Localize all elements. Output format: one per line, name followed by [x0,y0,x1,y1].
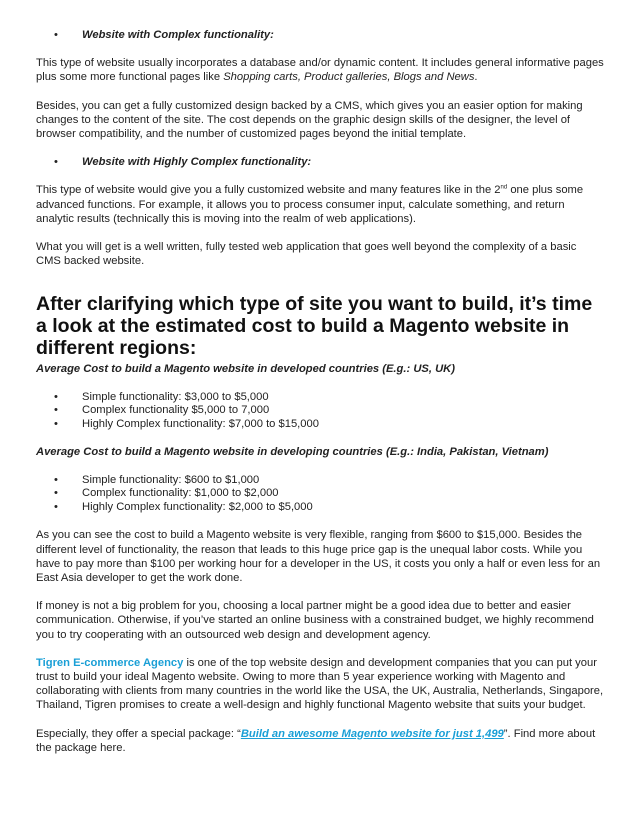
developing-cost-list [36,474,604,515]
developed-cost-list [36,391,604,432]
ordinal-suffix: nd [500,184,508,191]
complex-examples: Shopping carts, Product galleries, Blogs and News [223,71,475,84]
bullet-icon: • [54,417,58,430]
bullet-icon: • [54,390,58,403]
list-item: • Simple functionality: $3,000 to $5,000 [54,390,269,403]
complex-heading-text: Website with Complex functionality: [82,29,274,41]
complex-paragraph-2: Besides, you can get a fully customized design backed by a CMS, which gives you an easier option for making changes to the content of the site. The cost depends on the graphic design skills of the designer, the level of browser compatibility, and the number of customized pages beyond the initial template. [36,99,583,141]
closing-paragraph-2: If money is not a big problem for you, choosing a local partner might be a good idea due to better and easier communication. Otherwise, if you’ve started an online business with a constrained budget, we highly recommend you to try cooperating with an outsourced web design and development agency. [36,600,594,641]
closing-paragraph-1: As you can see the cost to build a Magento website is very flexible, ranging from $600 to $15,000. Besides the different level of functionality, the reason that leads to this huge price gap is the unequal labor costs. While you have to pay more than $100 per working hour for a developer in the US, it costs you only a half or even less for an East Asia developer to get the work done. [36,529,601,585]
developing-countries-title: Average Cost to build a Magento website in developing countries (E.g.: India, Pakistan, Vietnam) [36,446,549,459]
highly-paragraph-2: What you will get is a well written, fully tested web application that goes well beyond the complexity of a basic CMS backed website. [36,241,577,268]
bullet-icon: • [54,500,58,513]
bullet-icon: • [54,487,58,500]
bullet-icon: • [54,29,58,41]
complex-paragraph-1: This type of website usually incorporates a database and/or dynamic content. It includes general informative pages plus some more functional pages like Shopping carts, Product galleries, Blogs and News. [36,57,604,84]
document-page [36,28,604,769]
complex-heading [36,28,604,42]
bullet-icon: • [54,404,58,417]
developed-countries-title: Average Cost to build a Magento website in developed countries (E.g.: US, UK) [36,363,455,376]
list-item: • Complex functionality: $1,000 to $2,000 [54,487,279,500]
list-item: • Highly Complex functionality: $2,000 to $5,000 [54,500,313,513]
bullet-icon: • [54,473,58,486]
list-item: • Complex functionality $5,000 to 7,000 [54,404,270,417]
package-link[interactable]: Build an awesome Magento website for just 1,499 [240,727,504,740]
closing-paragraph-4: Especially, they offer a special package: “Build an awesome Magento website for just 1,499”. Find more about the package here. [36,727,596,754]
highly-complex-heading-text: Website with Highly Complex functionality: [82,156,312,169]
list-item: • Simple functionality: $600 to $1,000 [54,473,260,486]
highly-paragraph-1: This type of website would give you a fully customized website and many features like in the 2nd one plus some advanced functions. For example, it allows you to process consumer input, calculate something, and return analytic results (technically this is moving into the realm of web applications). [36,184,584,225]
closing-paragraph-3: Tigren E-commerce Agency is one of the top website design and development companies that you can put your trust to build your ideal Magento website. Owing to more than 5 year experience working with Magento and collaborating with clients from many countries in the world like the USA, the UK, Australia, Netherlands, Singapore, Thailand, Tigren promises to create a well-design and highly functional Magento website that suits your budget. [36,656,604,712]
bullet-icon: • [54,156,58,169]
agency-name-link[interactable]: Tigren E-commerce Agency [36,656,184,669]
list-item: • Highly Complex functionality: $7,000 to $15,000 [54,417,319,430]
cost-headline: After clarifying which type of site you want to build, it’s time a look at the estimated cost to build a Magento website in different regions: [36,293,593,360]
highly-complex-heading [36,155,604,169]
